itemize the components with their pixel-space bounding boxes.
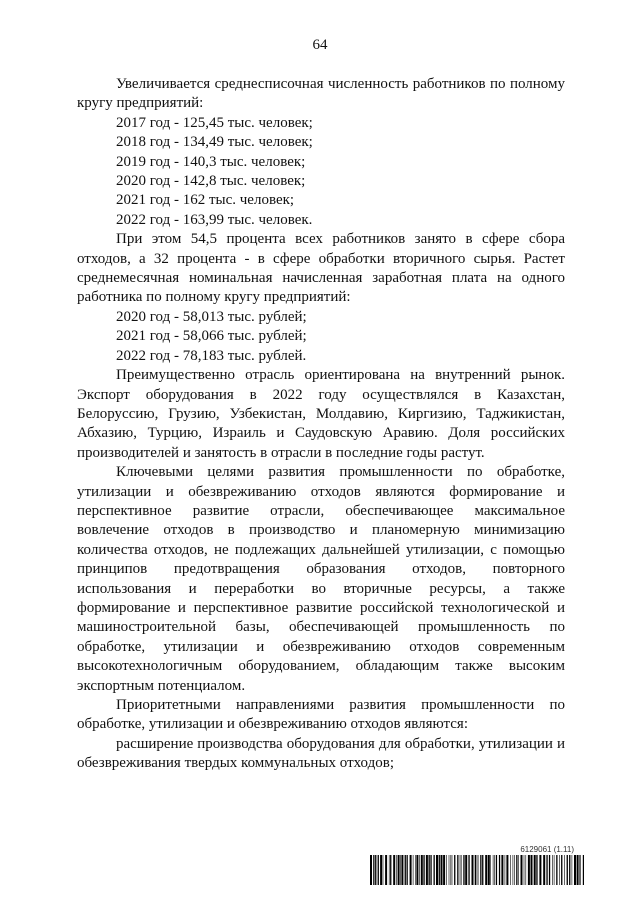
key-goals-paragraph: Ключевыми целями развития промышленности по обработке, утилизации и обезвреживанию отходов являются формирование и перспективное развитие отрасли, обеспечивающее максимальное вовлечение отходов в производство и планомерную минимизацию количества отходов, не подлежащих дальнейшей утилизации, с помощью принципов предотвращения образования отходов, повторного использования и переработки во вторичные ресурсы, а также формирование и перспективное развитие российской технологической и машиностроительной базы, обеспечивающей промышленность по обработке, утилизации и обезвреживанию отходов современным высокотехнологичным оборудованием, обладающим также высоким экспортным потенциалом. <box>77 464 565 694</box>
page-number: 64 <box>312 37 328 53</box>
employees-item: 2020 год - 142,8 тыс. человек; <box>116 173 306 190</box>
salary-intro: При этом 54,5 процента всех работников занято в сфере сбора отходов, а 32 процента - в сфере обработки вторичного сырья. Растет среднемесячная номинальная начисленная заработная плата на одного работника по полному кругу предприятий: <box>77 231 565 306</box>
document-barcode <box>370 845 584 895</box>
salary-item: 2020 год - 58,013 тыс. рублей; <box>116 308 307 325</box>
employees-item: 2018 год - 134,49 тыс. человек; <box>116 134 313 151</box>
barcode-code: 6129061 (1.11) <box>520 845 574 854</box>
employees-item: 2019 год - 140,3 тыс. человек; <box>116 153 306 170</box>
employees-item: 2021 год - 162 тыс. человек; <box>116 192 295 209</box>
barcode-icon <box>370 855 584 885</box>
employees-item: 2017 год - 125,45 тыс. человек; <box>116 114 313 131</box>
document-body <box>77 75 565 774</box>
priority-directions-paragraph: Приоритетными направлениями развития промышленности по обработке, утилизации и обезвреживанию отходов являются: <box>77 697 565 733</box>
direction-item: расширение производства оборудования для обработки, утилизации и обезвреживания твердых коммунальных отходов; <box>77 735 565 772</box>
salary-item: 2021 год - 58,066 тыс. рублей; <box>116 328 307 345</box>
employees-intro: Увеличивается среднесписочная численность работников по полному кругу предприятий: <box>77 76 565 112</box>
salary-item: 2022 год - 78,183 тыс. рублей. <box>116 347 307 364</box>
export-paragraph: Преимущественно отрасль ориентирована на внутренний рынок. Экспорт оборудования в 2022 году осуществлялся в Казахстан, Белоруссию, Грузию, Узбекистан, Молдавию, Киргизию, Таджикистан, Абхазию, Турцию, Израиль и Саудовскую Аравию. Доля российских производителей и занятость в отрасли в последние годы растут. <box>77 367 565 461</box>
employees-item: 2022 год - 163,99 тыс. человек. <box>116 211 313 228</box>
